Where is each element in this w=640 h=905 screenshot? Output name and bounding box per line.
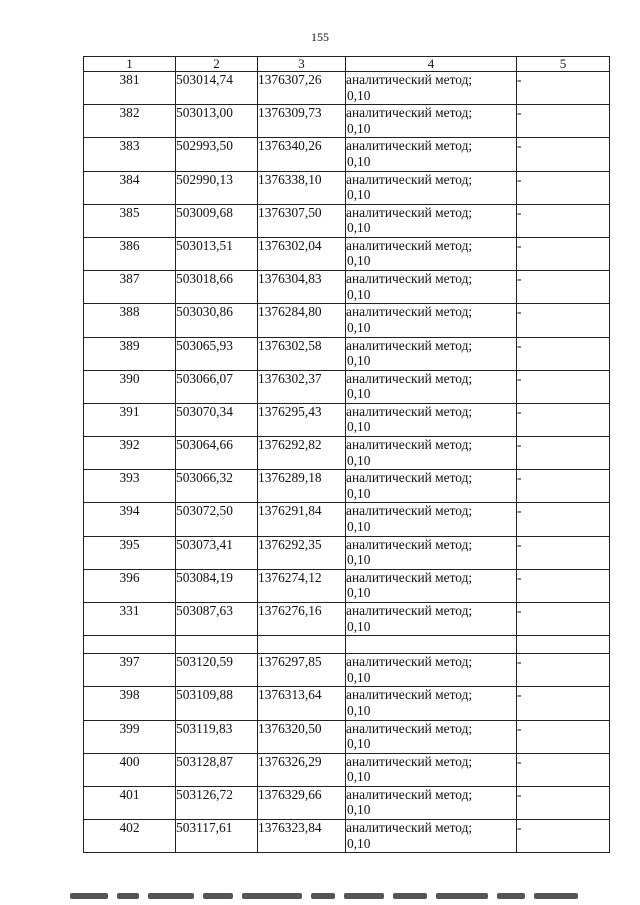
table-row (84, 403, 610, 436)
method-cell (346, 503, 517, 536)
note-cell: - (517, 753, 610, 786)
table-row (84, 271, 610, 304)
x-coordinate-cell: 503065,93 (176, 337, 258, 370)
method-cell (346, 337, 517, 370)
method-text: аналитический метод; (346, 138, 473, 154)
blank-cell (346, 636, 517, 654)
y-coordinate-cell: 1376276,16 (258, 603, 346, 636)
method-text: аналитический метод; (346, 105, 473, 121)
accuracy-text: 0,10 (347, 835, 371, 851)
note-cell: - (517, 204, 610, 237)
point-number-cell: 401 (84, 786, 176, 819)
table-row (84, 237, 610, 270)
accuracy-text: 0,10 (347, 419, 371, 435)
page-number: 155 (311, 30, 329, 44)
blank-cell (517, 636, 610, 654)
table-row (84, 786, 610, 819)
method-text: аналитический метод; (346, 753, 473, 769)
y-coordinate-cell: 1376292,35 (258, 536, 346, 569)
point-number-cell: 390 (84, 370, 176, 403)
table-row (84, 603, 610, 636)
accuracy-text: 0,10 (347, 452, 371, 468)
point-number-cell: 402 (84, 820, 176, 853)
x-coordinate-cell: 503064,66 (176, 437, 258, 470)
point-number-cell: 394 (84, 503, 176, 536)
y-coordinate-cell: 1376292,82 (258, 437, 346, 470)
point-number-cell: 382 (84, 105, 176, 138)
accuracy-text: 0,10 (347, 153, 371, 169)
note-cell: - (517, 786, 610, 819)
x-coordinate-cell: 503013,00 (176, 105, 258, 138)
accuracy-text: 0,10 (347, 353, 371, 368)
method-cell (346, 105, 517, 138)
x-coordinate-cell: 503066,32 (176, 470, 258, 503)
method-text: аналитический метод; (346, 403, 473, 419)
point-number-cell: 397 (84, 654, 176, 687)
table-row (84, 753, 610, 786)
note-cell: - (517, 271, 610, 304)
method-text: аналитический метод; (346, 569, 473, 585)
note-cell: - (517, 503, 610, 536)
note-cell: - (517, 171, 610, 204)
y-coordinate-cell: 1376320,50 (258, 720, 346, 753)
accuracy-text: 0,10 (347, 286, 371, 302)
x-coordinate-cell: 503009,68 (176, 204, 258, 237)
method-cell (346, 403, 517, 436)
note-cell: - (517, 437, 610, 470)
method-cell (346, 654, 517, 687)
method-cell (346, 204, 517, 237)
point-number-cell: 387 (84, 271, 176, 304)
header-cell-1: 1 (84, 57, 176, 72)
table-header-row (84, 57, 610, 72)
point-number-cell: 399 (84, 720, 176, 753)
y-coordinate-cell: 1376302,37 (258, 370, 346, 403)
method-text: аналитический метод; (346, 337, 473, 353)
table-row (84, 204, 610, 237)
accuracy-text: 0,10 (347, 87, 371, 103)
header-cell-3: 3 (258, 57, 346, 72)
y-coordinate-cell: 1376304,83 (258, 271, 346, 304)
x-coordinate-cell: 503013,51 (176, 237, 258, 270)
method-cell (346, 370, 517, 403)
x-coordinate-cell: 503119,83 (176, 720, 258, 753)
accuracy-text: 0,10 (347, 552, 371, 568)
point-number-cell: 383 (84, 138, 176, 171)
accuracy-text: 0,10 (347, 518, 371, 534)
point-number-cell: 389 (84, 337, 176, 370)
method-text: аналитический метод; (346, 237, 473, 253)
point-number-cell: 400 (84, 753, 176, 786)
table-row (84, 720, 610, 753)
note-cell: - (517, 820, 610, 853)
method-text: аналитический метод; (346, 72, 473, 87)
method-text: аналитический метод; (346, 786, 473, 802)
note-cell: - (517, 654, 610, 687)
y-coordinate-cell: 1376329,66 (258, 786, 346, 819)
x-coordinate-cell: 503120,59 (176, 654, 258, 687)
x-coordinate-cell: 503128,87 (176, 753, 258, 786)
table-row (84, 820, 610, 853)
x-coordinate-cell: 503014,74 (176, 72, 258, 105)
y-coordinate-cell: 1376340,26 (258, 138, 346, 171)
x-coordinate-cell: 502993,50 (176, 138, 258, 171)
note-cell: - (517, 470, 610, 503)
note-cell: - (517, 569, 610, 602)
point-number-cell: 384 (84, 171, 176, 204)
method-text: аналитический метод; (346, 271, 473, 287)
table-row (84, 503, 610, 536)
note-cell: - (517, 304, 610, 337)
header-cell-2: 2 (176, 57, 258, 72)
x-coordinate-cell: 502990,13 (176, 171, 258, 204)
method-cell (346, 687, 517, 720)
y-coordinate-cell: 1376307,26 (258, 72, 346, 105)
y-coordinate-cell: 1376284,80 (258, 304, 346, 337)
y-coordinate-cell: 1376297,85 (258, 654, 346, 687)
note-cell: - (517, 603, 610, 636)
table-row (84, 437, 610, 470)
y-coordinate-cell: 1376323,84 (258, 820, 346, 853)
method-cell (346, 753, 517, 786)
method-cell (346, 569, 517, 602)
x-coordinate-cell: 503084,19 (176, 569, 258, 602)
note-cell: - (517, 105, 610, 138)
x-coordinate-cell: 503072,50 (176, 503, 258, 536)
point-number-cell: 381 (84, 72, 176, 105)
table-row (84, 687, 610, 720)
x-coordinate-cell: 503073,41 (176, 536, 258, 569)
accuracy-text: 0,10 (347, 702, 371, 718)
point-number-cell: 395 (84, 536, 176, 569)
x-coordinate-cell: 503070,34 (176, 403, 258, 436)
x-coordinate-cell: 503087,63 (176, 603, 258, 636)
accuracy-text: 0,10 (347, 585, 371, 601)
x-coordinate-cell: 503030,86 (176, 304, 258, 337)
x-coordinate-cell: 503018,66 (176, 271, 258, 304)
method-text: аналитический метод; (346, 370, 473, 386)
method-text: аналитический метод; (346, 603, 473, 618)
y-coordinate-cell: 1376313,64 (258, 687, 346, 720)
method-cell (346, 171, 517, 204)
blank-cell (84, 636, 176, 654)
note-cell: - (517, 687, 610, 720)
note-cell: - (517, 370, 610, 403)
point-number-cell: 398 (84, 687, 176, 720)
accuracy-text: 0,10 (347, 769, 371, 785)
blank-cell (176, 636, 258, 654)
method-text: аналитический метод; (346, 654, 473, 670)
point-number-cell: 393 (84, 470, 176, 503)
table-row (84, 304, 610, 337)
method-text: аналитический метод; (346, 470, 473, 486)
method-cell (346, 237, 517, 270)
method-cell (346, 536, 517, 569)
note-cell: - (517, 138, 610, 171)
note-cell: - (517, 72, 610, 105)
accuracy-text: 0,10 (347, 736, 371, 752)
y-coordinate-cell: 1376302,58 (258, 337, 346, 370)
table-row (84, 337, 610, 370)
y-coordinate-cell: 1376274,12 (258, 569, 346, 602)
x-coordinate-cell: 503066,07 (176, 370, 258, 403)
point-number-cell: 396 (84, 569, 176, 602)
accuracy-text: 0,10 (347, 485, 371, 501)
x-coordinate-cell: 503126,72 (176, 786, 258, 819)
accuracy-text: 0,10 (347, 669, 371, 685)
x-coordinate-cell: 503117,61 (176, 820, 258, 853)
accuracy-text: 0,10 (347, 319, 371, 335)
y-coordinate-cell: 1376307,50 (258, 204, 346, 237)
method-text: аналитический метод; (346, 171, 473, 187)
note-cell: - (517, 720, 610, 753)
accuracy-text: 0,10 (347, 187, 371, 203)
note-cell: - (517, 337, 610, 370)
method-text: аналитический метод; (346, 820, 473, 836)
y-coordinate-cell: 1376289,18 (258, 470, 346, 503)
note-cell: - (517, 237, 610, 270)
accuracy-text: 0,10 (347, 220, 371, 236)
method-cell (346, 786, 517, 819)
y-coordinate-cell: 1376291,84 (258, 503, 346, 536)
accuracy-text: 0,10 (347, 386, 371, 402)
y-coordinate-cell: 1376309,73 (258, 105, 346, 138)
note-cell: - (517, 403, 610, 436)
method-cell (346, 271, 517, 304)
x-coordinate-cell: 503109,88 (176, 687, 258, 720)
method-text: аналитический метод; (346, 720, 473, 736)
coordinates-table (83, 56, 610, 853)
table-row (84, 470, 610, 503)
method-cell (346, 437, 517, 470)
method-text: аналитический метод; (346, 437, 473, 453)
note-cell: - (517, 536, 610, 569)
y-coordinate-cell: 1376326,29 (258, 753, 346, 786)
table-row (84, 72, 610, 105)
method-cell (346, 72, 517, 105)
cut-off-footer-text (70, 893, 620, 901)
point-number-cell: 388 (84, 304, 176, 337)
table-row (84, 105, 610, 138)
method-text: аналитический метод; (346, 204, 473, 220)
method-text: аналитический метод; (346, 536, 473, 552)
method-cell (346, 720, 517, 753)
point-number-cell: 392 (84, 437, 176, 470)
table-row (84, 138, 610, 171)
accuracy-text: 0,10 (347, 253, 371, 269)
blank-table-row (84, 636, 610, 654)
method-cell (346, 470, 517, 503)
method-text: аналитический метод; (346, 687, 473, 703)
y-coordinate-cell: 1376295,43 (258, 403, 346, 436)
table-row (84, 569, 610, 602)
y-coordinate-cell: 1376302,04 (258, 237, 346, 270)
blank-cell (258, 636, 346, 654)
point-number-cell: 386 (84, 237, 176, 270)
point-number-cell: 385 (84, 204, 176, 237)
table-row (84, 370, 610, 403)
table-row (84, 171, 610, 204)
header-cell-5: 5 (517, 57, 610, 72)
accuracy-text: 0,10 (347, 618, 371, 634)
accuracy-text: 0,10 (347, 120, 371, 136)
accuracy-text: 0,10 (347, 802, 371, 818)
method-cell (346, 304, 517, 337)
method-text: аналитический метод; (346, 304, 473, 320)
method-cell (346, 138, 517, 171)
header-cell-4: 4 (346, 57, 517, 72)
method-cell (346, 603, 517, 636)
point-number-cell: 331 (84, 603, 176, 636)
method-cell (346, 820, 517, 853)
table-row (84, 654, 610, 687)
table-row (84, 536, 610, 569)
y-coordinate-cell: 1376338,10 (258, 171, 346, 204)
method-text: аналитический метод; (346, 503, 473, 519)
point-number-cell: 391 (84, 403, 176, 436)
